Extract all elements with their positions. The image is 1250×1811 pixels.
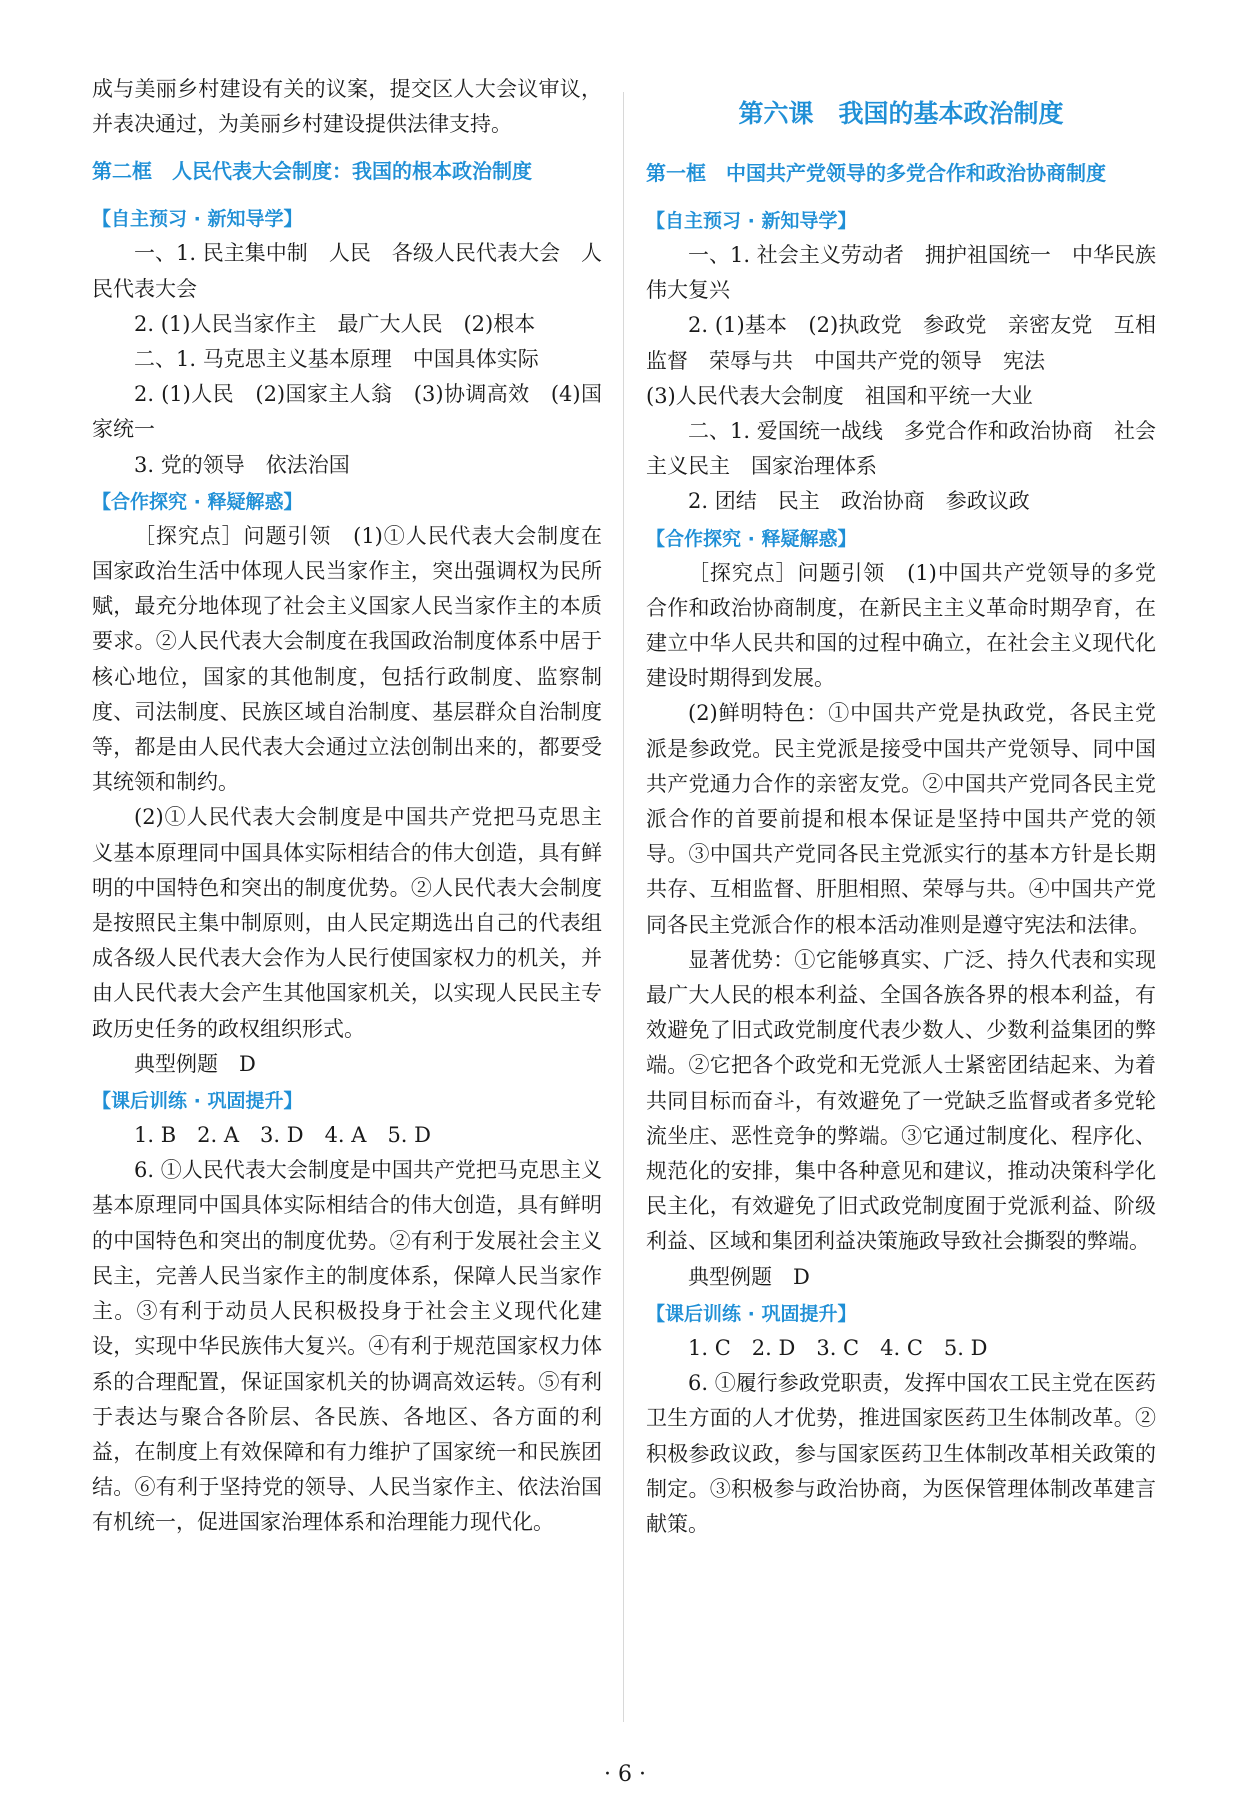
preview-line: 3. 党的领导 依法治国 (134, 452, 350, 477)
column-divider (623, 92, 624, 1722)
explore-paragraph: 显著优势：①它能够真实、广泛、持久代表和实现最广大人民的根本利益、全国各族各界的根本利益，有效避免了旧式政党制度代表少数人、少数利益集团的弊端。②它把各个政党和无党派人士紧密团结起来、为着共同目标而奋斗，有效避免了一党缺乏监督或者多党轮流坐庄、恶性竞争的弊端。③它通过制度化、程序化、规范化的安排，集中各种意见和建议，推动决策科学化民主化，有效避免了旧式政党制度囿于党派利益、阶级利益、区域和集团利益决策施政导致社会撕裂的弊端。 (646, 947, 1156, 1254)
heading-explore: 【合作探究 · 释疑解惑】 (646, 527, 857, 550)
example-answer: 典型例题 D (134, 1051, 256, 1076)
section-title-lesson-1: 第一框 中国共产党领导的多党合作和政治协商制度 (646, 161, 1106, 185)
explore-paragraph: ［探究点］问题引领 (1)中国共产党领导的多党合作和政治协商制度，在新民主主义革命时期孕育，在建立中华人民共和国的过程中确立，在社会主义现代化建设时期得到发展。 (646, 560, 1156, 691)
preview-line: (3)人民代表大会制度 祖国和平统一大业 (646, 383, 1033, 408)
preview-line: 2. (1)人民 (2)国家主人翁 (3)协调高效 (4)国家统一 (92, 382, 602, 442)
heading-preview: 【自主预习 · 新知导学】 (646, 210, 857, 232)
preview-line: 2. (1)基本 (2)执政党 参政党 亲密友党 互相监督 荣辱与共 中国共产党的领导 宪法 (646, 313, 1156, 373)
left-column (92, 72, 602, 1541)
heading-preview: 【自主预习 · 新知导学】 (92, 208, 303, 231)
explore-paragraph: ［探究点］问题引领 (1)①人民代表大会制度在国家政治生活中体现人民当家作主，突出强调权为民所赋，最充分地体现了社会主义国家人民当家作主的本质要求。②人民代表大会制度在我国政治制度体系中居于核心地位，国家的其他制度，包括行政制度、监察制度、司法制度、民族区域自治制度、基层群众自治制度等，都是由人民代表大会通过立法创制出来的，都要受其统领和制约。 (92, 523, 602, 795)
preview-line: 二、1. 马克思主义基本原理 中国具体实际 (134, 347, 539, 372)
explore-paragraph: (2)①人民代表大会制度是中国共产党把马克思主义基本原理同中国具体实际相结合的伟大创造，具有鲜明的中国特色和突出的制度优势。②人民代表大会制度是按照民主集中制原则，由人民定期选出自己的代表组成各级人民代表大会作为人民行使国家权力的机关，并由人民代表大会产生其他国家机关，以实现人民民主专政历史任务的政权组织形式。 (92, 805, 602, 1041)
preview-line: 二、1. 爱国统一战线 多党合作和政治协商 社会主义民主 国家治理体系 (646, 419, 1156, 479)
preview-line: 一、1. 民主集中制 人民 各级人民代表大会 人民代表大会 (92, 241, 602, 301)
training-paragraph: 6. ①履行参政党职责，发挥中国农工民主党在医药卫生方面的人才优势，推进国家医药卫生体制改革。②积极参政议政，参与国家医药卫生体制改革相关政策的制定。③积极参与政治协商，为医保管理体制改革建言献策。 (646, 1371, 1156, 1536)
training-paragraph: 6. ①人民代表大会制度是中国共产党把马克思主义基本原理同中国具体实际相结合的伟大创造，具有鲜明的中国特色和突出的制度优势。②有利于发展社会主义民主，完善人民当家作主的制度体系，保障人民当家作主。③有利于动员人民积极投身于社会主义现代化建设，实现中华民族伟大复兴。④有利于规范国家权力体系的合理配置，保证国家机关的协调高效运转。⑤有利于表达与聚合各阶层、各民族、各地区、各方面的利益，在制度上有效保障和有力维护了国家统一和民族团结。⑥有利于坚持党的领导、人民当家作主、依法治国有机统一，促进国家治理体系和治理能力现代化。 (92, 1158, 602, 1535)
example-answer: 典型例题 D (688, 1264, 810, 1289)
heading-explore: 【合作探究 · 释疑解惑】 (92, 490, 303, 513)
explore-paragraph: (2)鲜明特色：①中国共产党是执政党，各民主党派是参政党。民主党派是接受中国共产党领导、同中国共产党通力合作的亲密友党。②中国共产党同各民主党派合作的首要前提和根本保证是坚持中国共产党的领导。③中国共产党同各民主党派实行的基本方针是长期共存、互相监督、肝胆相照、荣辱与共。④中国共产党同各民主党派合作的根本活动准则是遵守宪法和法律。 (646, 701, 1156, 937)
heading-training: 【课后训练 · 巩固提升】 (646, 1302, 857, 1325)
preview-line: 2. 团结 民主 政治协商 参政议政 (688, 489, 1030, 514)
intro-paragraph: 成与美丽乡村建设有关的议案，提交区人大会议审议，并表决通过，为美丽乡村建设提供法律支持。 (92, 77, 602, 137)
right-column (646, 72, 1156, 1542)
lesson-title: 第六课 我国的基本政治制度 (738, 99, 1064, 128)
training-answers: 1. C 2. D 3. C 4. C 5. D (688, 1335, 988, 1360)
training-answers: 1. B 2. A 3. D 4. A 5. D (134, 1123, 431, 1148)
preview-line: 2. (1)人民当家作主 最广大人民 (2)根本 (134, 311, 536, 336)
page-number: · 6 · (604, 1762, 646, 1787)
heading-training: 【课后训练 · 巩固提升】 (92, 1090, 303, 1113)
preview-line: 一、1. 社会主义劳动者 拥护祖国统一 中华民族伟大复兴 (646, 243, 1156, 303)
section-title-lesson-2: 第二框 人民代表大会制度：我国的根本政治制度 (92, 159, 532, 184)
